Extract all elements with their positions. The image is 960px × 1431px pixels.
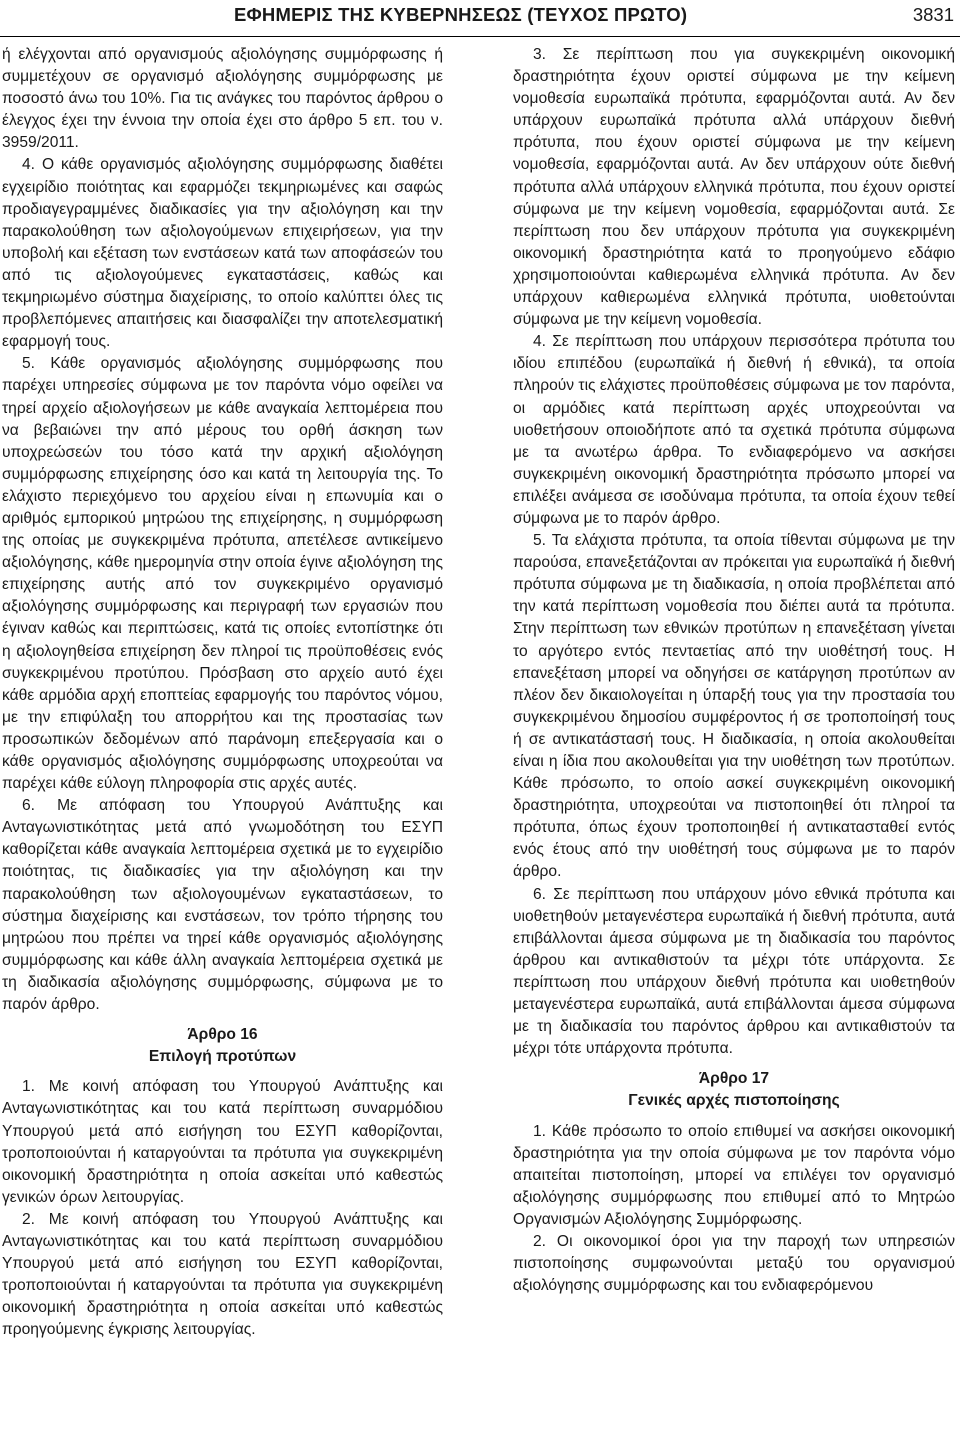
paragraph: 2. Με κοινή απόφαση του Υπουργού Ανάπτυξης και Ανταγωνιστικότητας και του κατά περίπτωση συναρμόδιου Υπουργού μετά από εισήγηση του ΕΣΥΠ καθορίζονται, τροποποιούνται ή καταργούνται τα πρότυπα για συγκεκριμένη οικονομική δραστηριότητα η οποία ασκείται υπό καθεστώς προηγούμενης έγκρισης λειτουργίας. — [2, 1210, 443, 1339]
article-16-number: Άρθρο 16 — [187, 1026, 258, 1044]
paragraph: 1. Με κοινή απόφαση του Υπουργού Ανάπτυξης και Ανταγωνιστικότητας και του κατά περίπτωση συναρμόδιου Υπουργού μετά από εισήγηση του ΕΣΥΠ καθορίζονται, τροποποιούνται ή καταργούνται τα πρότυπα για συγκεκριμένη οικονομική δραστηριότητα η οποία ασκείται υπό καθεστώς γενικών όρων λειτουργίας. — [2, 1078, 443, 1206]
paragraph: 3. Σε περίπτωση που για συγκεκριμένη οικονομική δραστηριότητα έχουν οριστεί σύμφωνα με την κείμενη νομοθεσία ευρωπαϊκά πρότυπα, εφαρμόζονται αυτά. Αν δεν υπάρχουν ευρωπαϊκά πρότυπα αλλά υπάρχουν διεθνή πρότυπα, που έχουν οριστεί σύμφωνα με την κείμενη νομοθεσία, εφαρμόζονται αυτά. Αν δεν υπάρχουν ούτε διεθνή πρότυπα αλλά υπάρχουν ελληνικά πρότυπα, που έχουν οριστεί σύμφωνα με την κείμενη νομοθεσία, εφαρμόζονται αυτά. Σε περίπτωση που δεν υπάρχουν πρότυπα για συγκεκριμένη οικονομική δραστηριότητα κατά το προηγούμενο εδάφιο χρησιμοποιούνται καθιερωμένα ελληνικά πρότυπα. Αν δεν υπάρχουν καθιερωμένα ελληνικά πρότυπα, υιοθετούνται σύμφωνα με την κείμενη νομοθεσία. — [513, 46, 955, 329]
paragraph: 5. Τα ελάχιστα πρότυπα, τα οποία τίθενται σύμφωνα με την παρούσα, επανεξετάζονται αν πρόκειται για ευρωπαϊκά ή διεθνή πρότυπα σύμφωνα με τη διαδικασία, η οποία προβλέπεται από την κατά περίπτωση νομοθεσία που διέπει αυτά τα πρότυπα. Στην περίπτωση των εθνικών προτύπων η επανεξέταση γίνεται το αργότερο εντός πενταετίας από την υιοθέτησή τους. Η επανεξέταση μπορεί να οδηγήσει σε κατάργηση προτύπων αν πλέον δεν δικαιολογείται η ύπαρξή τους για την προστασία του συγκεκριμένου δημοσίου συμφέροντος ή σε τροποποίησή τους ή σε αντικατάστασή τους. Η διαδικασία, η οποία ακολουθείται είναι η ίδια που ακολουθείται για την υιοθέτηση των προτύπων. Κάθε πρόσωπο, το οποίο ασκεί συγκεκριμένη οικονομική δραστηριότητα, υποχρεούται να πιστοποιηθεί ότι πληροί τα πρότυπα, όπως έχουν τροποποιηθεί ή αντικατασταθεί εντός ενός έτους από την υιοθέτησή τους σύμφωνα με το παρόν άρθρο. — [513, 532, 955, 881]
article-17-number: Άρθρο 17 — [698, 1070, 770, 1088]
article-17-title: Γενικές αρχές πιστοποίησης — [628, 1092, 840, 1110]
article-16-title: Επιλογή προτύπων — [148, 1048, 297, 1066]
paragraph: 6. Σε περίπτωση που υπάρχουν μόνο εθνικά πρότυπα και υιοθετηθούν μεταγενέστερα ευρωπαϊκά ή διεθνή πρότυπα, αυτά επιβάλλονται άμεσα σύμφωνα με τη διαδικασία του παρόντος άρθρου και αντικαθιστούν τα μέχρι τότε υπάρχοντα. Σε περίπτωση που υπάρχουν διεθνή πρότυπα και υιοθετηθούν μεταγενέστερα ευρωπαϊκά, αυτά επιβάλλονται άμεσα σύμφωνα με τη διαδικασία του παρόντος άρθρου και αντικαθιστούν τα μέχρι τότε υπάρχοντα πρότυπα. — [513, 885, 955, 1058]
paragraph: 4. Ο κάθε οργανισμός αξιολόγησης συμμόρφωσης διαθέτει εγχειρίδιο ποιότητας και εφαρμόζει τεκμηριωμένες και σαφώς προδιαγεγραμμένες διαδικασίες για την αξιολόγηση και την παρακολούθηση των αξιολογούμενων επιχειρήσεων, για την υποβολή και εξέταση των ενστάσεων κατά των αποφάσεών του από τις αξιολογούμενες εγκαταστάσεις, καθώς και τεκμηριωμένο σύστημα διαχείρισης, το οποίο καλύπτει όλες τις προβλεπόμενες απαιτήσεις και διασφαλίζει την αποτελεσματική εφαρμογή τους. — [2, 156, 443, 351]
gazette-title: ΕΦΗΜΕΡΙΣ ΤΗΣ ΚΥΒΕΡΝΗΣΕΩΣ (ΤΕΥΧΟΣ ΠΡΩΤΟ) — [234, 4, 688, 25]
paragraph: 1. Κάθε πρόσωπο το οποίο επιθυμεί να ασκήσει οικονομική δραστηριότητα για την οποία σύμφωνα με τον παρόντα νόμο απαιτείται πιστοποίηση, μπορεί να επιλέγει τον οργανισμό αξιολόγησης συμμόρφωσης που επιθυμεί από το Μητρώο Οργανισμών Αξιολόγησης Συμμόρφωσης. — [513, 1122, 955, 1228]
page-number: 3831 — [912, 4, 954, 25]
paragraph: 2. Οι οικονομικοί όροι για την παροχή των υπηρεσιών πιστοποίησης συμφωνούνται μεταξύ του οργανισμού αξιολόγησης συμμόρφωσης και του ενδιαφερόμενου — [513, 1232, 955, 1295]
paragraph: 6. Με απόφαση του Υπουργού Ανάπτυξης και Ανταγωνιστικότητας μετά από γνωμοδότηση του ΕΣΥΠ καθορίζεται κάθε αναγκαία λεπτομέρεια σχετικά με το εγχειρίδιο ποιότητας, τις διαδικασίες για την αξιολόγηση και την παρακολούθηση των αξιολογουμένων εγκαταστάσεων, το σύστημα διαχείρισης και ενστάσεων, τον τρόπο τήρησης του μητρώου που πρέπει να τηρεί κάθε οργανισμός αξιολόγησης συμμόρφωσης και κάθε άλλη αναγκαία λεπτομέρεια σχετικά με τη διαδικασία αξιολόγησης συμμόρφωσης, σύμφωνα με το παρόν άρθρο. — [2, 797, 443, 1014]
left-column — [2, 44, 443, 1341]
paragraph: ή ελέγχονται από οργανισμούς αξιολόγησης συμμόρφωσης ή συμμετέχουν σε οργανισμό αξιολόγησης συμμόρφωσης με ποσοστό άνω του 10%. Για τις ανάγκες του παρόντος άρθρου ο έλεγχος έχει την έννοια την οποία έχει στο άρθρο 5 επ. του ν. 3959/2011. — [2, 46, 443, 152]
right-column — [513, 44, 955, 1297]
paragraph: 5. Κάθε οργανισμός αξιολόγησης συμμόρφωσης που παρέχει υπηρεσίες σύμφωνα με τον παρόντα νόμο οφείλει να τηρεί αρχείο αξιολογήσεων με κάθε αναγκαία λεπτομέρεια που να βεβαιώνει την από μέρους του ορθή άσκηση των υποχρεώσεών του τόσο κατά την αρχική αξιολόγηση συμμόρφωσης επιχείρησης όσο και κατά τη λειτουργία της. Το ελάχιστο περιεχόμενο του αρχείου είναι η επωνυμία και ο αριθμός εμπορικού μητρώου της επιχείρησης, η συμμόρφωση της οποίας με συγκεκριμένα πρότυπα, απετέλεσε αντικείμενο αξιολόγησης, κάθε ημερομηνία στην οποία έγινε αξιολόγηση της επιχείρησης αυτής από τον συγκεκριμένο οργανισμό αξιολόγησης συμμόρφωσης και περιγραφή των εργασιών που έγιναν καθώς και περιπτώσεις, κατά τις οποίες εντοπίστηκε ότι η αξιολογηθείσα επιχείρηση δεν πληροί τις προϋποθέσεις ενός συγκεκριμένου προτύπου. Πρόσβαση στο αρχείο αυτό έχει κάθε αρμόδια αρχή εποπτείας εφαρμογής του παρόντος νόμου, με την επιφύλαξη του απορρήτου και της προστασίας των προσωπικών δεδομένων από παράνομη επεξεργασία και ο κάθε οργανισμός αξιολόγησης συμμόρφωσης υποχρεούται να παρέχει κάθε εύλογη πληροφορία στις αρχές αυτές. — [2, 355, 443, 793]
page-header — [0, 0, 960, 37]
paragraph: 4. Σε περίπτωση που υπάρχουν περισσότερα πρότυπα του ιδίου επιπέδου (ευρωπαϊκά ή διεθνή ή εθνικά), τα οποία πληρούν τις ελάχιστες προϋποθέσεις σύμφωνα με τον παρόντα, οι αρμόδιες κατά περίπτωση αρχές υποχρεούνται να υιοθετήσουν οποιοδήποτε από τα σχετικά πρότυπα σύμφωνα με τα ανωτέρω άρθρα. Το ενδιαφερόμενο να ασκήσει συγκεκριμένη οικονομική δραστηριότητα πρόσωπο μπορεί να επιλέξει ανάμεσα σε ισοδύναμα πρότυπα, τα οποία έχουν τεθεί σύμφωνα με το παρόν άρθρο. — [513, 333, 955, 527]
